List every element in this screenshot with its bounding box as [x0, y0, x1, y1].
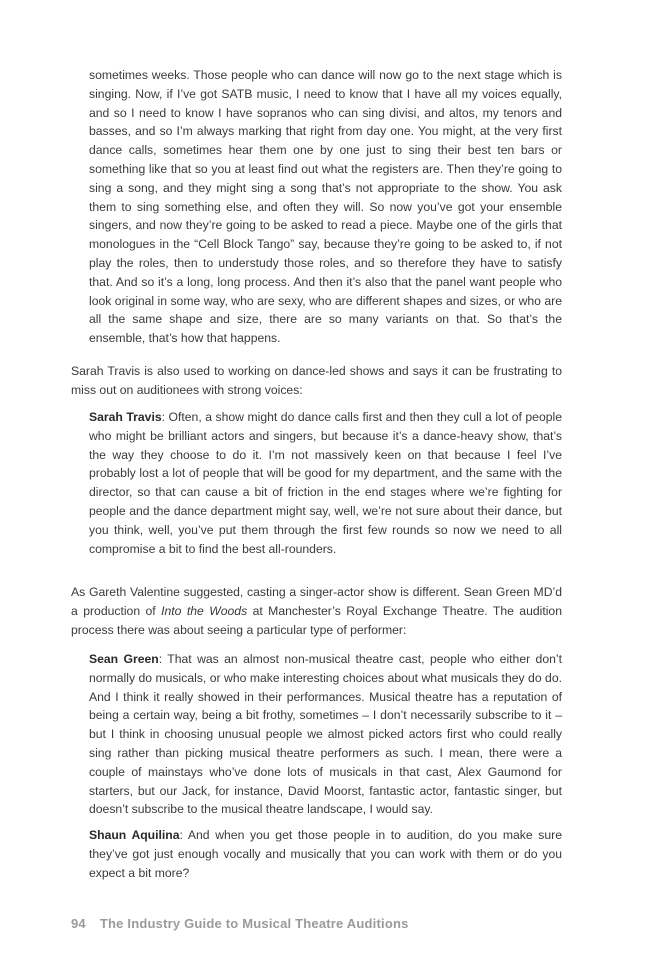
speaker-name: Shaun Aquilina [89, 828, 180, 842]
body-paragraph [71, 583, 562, 639]
quote-text: : And when you get those people in to audition, do you make sure they’ve got just enough vocally and musically that you can work with them or do you expect a bit more? [89, 828, 562, 880]
quote-text: : Often, a show might do dance calls first and then they cull a lot of people who might be brilliant actors and singers, but because it’s a dance-heavy show, that’s the way they choose to do it. I’m not massively keen on that because I feel I’ve probably lost a lot of people that will be good for my department, and the same with the director, so that can cause a bit of friction in the end stages where we’re fighting for people and the dance department might say, well, we’re not sure about their dance, but you think, well, you’ve put them through the first few rounds so now we need to all compromise a bit to find the best all-rounders. [89, 410, 562, 556]
quote-text: sometimes weeks. Those people who can dance will now go to the next stage which is singing. Now, if I’ve got SATB music, I need to know that I have all my voices equally, and so I need to know I have sopranos who can sing divisi, and altos, my tenors and basses, and so I’m always marking that right from day one. You might, at the very first dance calls, sometimes hear them one by one just to sing their best ten bars or something like that so you at least find out what the registers are. Then they’re going to sing a song, and they might sing a song that’s not appropriate to the show. You ask them to sing something else, and often they will. So now you’ve got your ensemble singers, and now they’re going to be asked to read a piece. Maybe one of the girls that monologues in the “Cell Block Tango” say, because they’re going to be asked to, if not play the roles, then to understudy those roles, and so therefore they have to satisfy that. And so it’s a long, long process. And then it’s also that the panel want people who look original in some way, who are sexy, who are different shapes and sizes, or who are all the same shape and size, there are so many variants on that. So that’s the ensemble, that’s how that happens. [89, 68, 562, 346]
running-title: The Industry Guide to Musical Theatre Auditions [99, 916, 409, 931]
quote-paragraph [89, 408, 562, 558]
quote-paragraph [89, 66, 562, 348]
speaker-name: Sarah Travis [89, 410, 162, 424]
production-title: Into the Woods [161, 603, 248, 618]
quote-text: : That was an almost non-musical theatre cast, people who either don’t normally do musicals, or who make interesting choices about what musicals they do do. And I think it really showed in their performances. Musical theatre has a reputation of being a certain way, being a bit frothy, sometimes – I don’t necessarily subscribe to it – but I think in choosing unusual people we almost picked actors first who could really sing rather than picking musical theatre performers as such. I mean, there were a couple of mainstays who’ve done lots of musicals in that cast, Alex Gaumond for starters, but our Jack, for instance, David Moorst, fantastic actor, fantastic singer, but doesn’t subscribe to the musical theatre landscape, I would say. [89, 652, 562, 817]
quote-paragraph [89, 826, 562, 882]
body-text: at Manchester’s Royal Exchange Theatre. The audition process there was about seeing a particular type of performer: [71, 603, 562, 637]
body-paragraph [71, 362, 562, 400]
page-footer [71, 916, 409, 931]
body-text: Sarah Travis is also used to working on dance-led shows and says it can be frustrating to miss out on auditionees with strong voices: [71, 364, 562, 397]
quote-paragraph [89, 650, 562, 819]
speaker-name: Sean Green [89, 652, 159, 666]
page-number: 94 [71, 916, 86, 931]
body-text: As Gareth Valentine suggested, casting a singer-actor show is different. Sean Green MD’d a production of [71, 585, 562, 618]
